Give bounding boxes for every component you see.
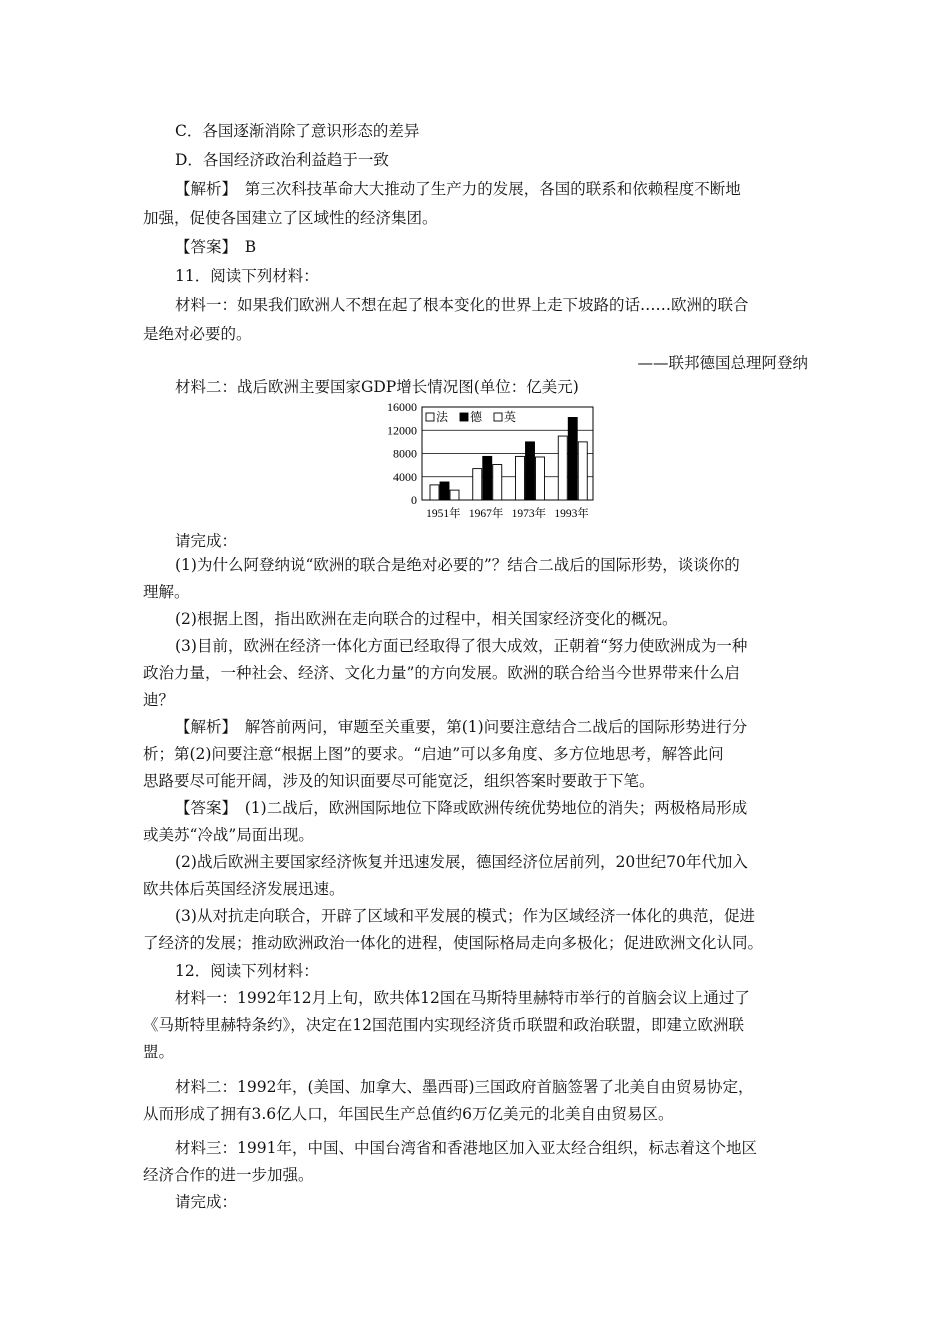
text-line: 或美苏“冷战”局面出现。 [143, 826, 314, 844]
text-line: 【答案】 (1)二战后，欧洲国际地位下降或欧洲传统优势地位的消失；两极格局形成 [175, 799, 748, 817]
text-line: 是绝对必要的。 [143, 325, 252, 343]
text-line: 【解析】 解答前两问，审题至关重要，第(1)问要注意结合二战后的国际形势进行分 [175, 718, 748, 736]
text-line: 材料二：战后欧洲主要国家GDP增长情况图(单位：亿美元) [175, 378, 579, 396]
x-tick-label: 1993年 [554, 508, 589, 520]
bar-法 [473, 469, 482, 500]
bar-法 [516, 456, 525, 500]
text-line: 析；第(2)问要注意“根据上图”的要求。“启迪”可以多角度、多方位地思考，解答此问 [143, 745, 724, 763]
text-line: 材料二：1992年，(美国、加拿大、墨西哥)三国政府首脑签署了北美自由贸易协定， [175, 1078, 754, 1096]
x-tick-label: 1951年 [426, 508, 461, 520]
legend-swatch [426, 413, 434, 421]
bar-法 [558, 436, 567, 500]
text-line: 《马斯特里赫特条约》，决定在12国范围内实现经济货币联盟和政治联盟，即建立欧洲联 [143, 1016, 744, 1034]
bar-法 [430, 485, 439, 500]
text-line: 【解析】 第三次科技革命大大推动了生产力的发展，各国的联系和依赖程度不断地 [175, 180, 741, 198]
text-line: 迪？ [143, 691, 175, 709]
gdp-bar-chart [370, 401, 600, 523]
y-tick-label: 8000 [393, 446, 417, 461]
legend-swatch [494, 413, 502, 421]
text-line: 12．阅读下列材料： [175, 962, 319, 980]
text-line: (1)为什么阿登纳说“欧洲的联合是绝对必要的”？结合二战后的国际形势，谈谈你的 [175, 556, 740, 574]
legend-label: 英 [504, 410, 517, 424]
text-line: 从而形成了拥有3.6亿人口，年国民生产总值约6万亿美元的北美自由贸易区。 [143, 1105, 674, 1123]
bar-德 [526, 442, 535, 500]
legend-swatch [460, 413, 468, 421]
text-line: (2)根据上图，指出欧洲在走向联合的过程中，相关国家经济变化的概况。 [175, 610, 678, 628]
text-line: C．各国逐渐消除了意识形态的差异 [175, 122, 420, 140]
bar-英 [578, 442, 587, 500]
x-tick-label: 1973年 [511, 508, 547, 520]
y-tick-label: 12000 [387, 423, 417, 438]
text-line: 理解。 [143, 583, 190, 601]
bar-英 [536, 457, 545, 500]
y-tick-label: 16000 [387, 401, 417, 414]
text-line: 盟。 [143, 1043, 175, 1061]
text-line: 了经济的发展；推动欧洲政治一体化的进程，使国际格局走向多极化；促进欧洲文化认同。 [143, 934, 764, 952]
text-line: 材料一：如果我们欧洲人不想在起了根本变化的世界上走下坡路的话……欧洲的联合 [175, 296, 749, 314]
bar-德 [483, 456, 492, 500]
text-line: D．各国经济政治利益趋于一致 [175, 151, 389, 169]
text-line: (3)目前，欧洲在经济一体化方面已经取得了很大成效，正朝着“努力使欧洲成为一种 [175, 637, 748, 655]
y-tick-label: 0 [411, 493, 417, 507]
text-line: 请完成： [175, 532, 238, 550]
text-line: 请完成： [175, 1193, 238, 1211]
bar-英 [450, 490, 459, 500]
bar-德 [568, 417, 577, 500]
text-line: 11．阅读下列材料： [175, 267, 319, 285]
text-line: 材料三：1991年，中国、中国台湾省和香港地区加入亚太经合组织，标志着这个地区 [175, 1139, 757, 1157]
bar-英 [493, 465, 502, 500]
text-line: ——联邦德国总理阿登纳 [637, 354, 808, 372]
text-line: 政治力量，一种社会、经济、文化力量”的方向发展。欧洲的联合给当今世界带来什么启 [143, 664, 740, 682]
y-tick-label: 4000 [393, 469, 417, 484]
text-line: (3)从对抗走向联合，开辟了区域和平发展的模式；作为区域经济一体化的典范，促进 [175, 907, 755, 925]
x-tick-label: 1967年 [468, 508, 504, 520]
legend-label: 法 [436, 410, 449, 424]
text-line: 加强，促使各国建立了区域性的经济集团。 [143, 209, 438, 227]
text-line: 【答案】 B [175, 238, 257, 256]
text-line: 材料一：1992年12月上旬，欧共体12国在马斯特里赫特市举行的首脑会议上通过了 [175, 989, 750, 1007]
text-line: 经济合作的进一步加强。 [143, 1166, 314, 1184]
text-line: (2)战后欧洲主要国家经济恢复并迅速发展，德国经济位居前列，20世纪70年代加入 [175, 853, 748, 871]
bar-德 [440, 482, 449, 500]
text-line: 思路要尽可能开阔，涉及的知识面要尽可能宽泛，组织答案时要敢于下笔。 [143, 772, 655, 790]
text-line: 欧共体后英国经济发展迅速。 [143, 880, 345, 898]
legend-label: 德 [470, 410, 483, 424]
